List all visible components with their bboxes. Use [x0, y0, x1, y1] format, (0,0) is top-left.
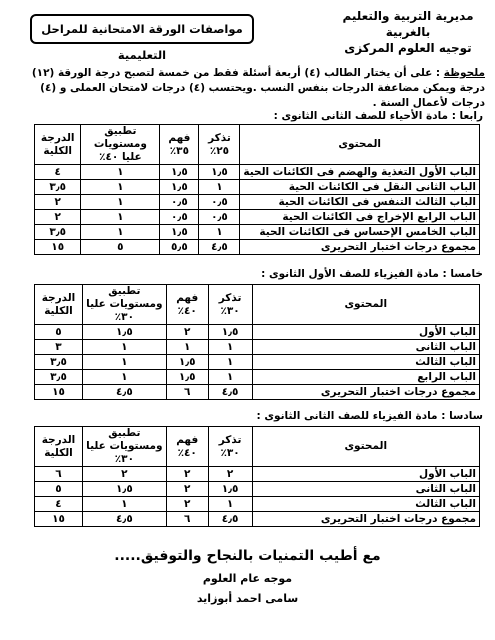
closing-wish: مع أطيب التمنيات بالنجاح والتوفيق.....	[114, 548, 381, 564]
header-understand: فهم ٤٠٪	[166, 427, 208, 467]
cell-understand: ٥٫٥	[160, 240, 199, 255]
cell-remember: ٢	[208, 467, 252, 482]
cell-content: الباب الثانى	[252, 482, 479, 497]
cell-apply: ١٫٥	[82, 325, 166, 340]
spec-table-physics-2	[34, 426, 480, 527]
cell-apply: ١	[82, 355, 166, 370]
cell-understand: ١٫٥	[166, 370, 208, 385]
table-row	[35, 370, 480, 385]
org-line-2: توجيه العلوم المركزى	[344, 41, 472, 55]
cell-content: مجموع درجات اختبار التحريرى	[240, 240, 480, 255]
header-total: الدرجة الكلية	[35, 125, 81, 165]
table-row	[35, 225, 480, 240]
header-total: الدرجة الكلية	[35, 285, 83, 325]
table-row	[35, 165, 480, 180]
cell-understand: ٠٫٥	[160, 195, 199, 210]
cell-remember: ١٫٥	[208, 482, 252, 497]
header-understand: فهم ٤٠٪	[166, 285, 208, 325]
cell-understand: ١٫٥	[160, 225, 199, 240]
header-content: المحتوى	[252, 285, 479, 325]
table-row	[35, 340, 480, 355]
table-row	[35, 210, 480, 225]
cell-understand: ٢	[166, 325, 208, 340]
table-total-row	[35, 240, 480, 255]
cell-understand: ٢	[166, 482, 208, 497]
table-row	[35, 195, 480, 210]
org-line-1: مديرية التربية والتعليم بالغربية	[342, 9, 474, 39]
cell-remember: ١٫٥	[199, 165, 240, 180]
cell-apply: ٢	[82, 467, 166, 482]
header-total: الدرجة الكلية	[35, 427, 83, 467]
table-row	[35, 325, 480, 340]
cell-content: الباب الثانى النقل فى الكائنات الحية	[240, 180, 480, 195]
cell-apply: ١	[81, 210, 160, 225]
cell-total: ٤	[35, 165, 81, 180]
cell-total: ٣٫٥	[35, 225, 81, 240]
cell-understand: ١٫٥	[166, 355, 208, 370]
cell-apply: ١	[82, 497, 166, 512]
table-row	[35, 467, 480, 482]
cell-understand: ٠٫٥	[160, 210, 199, 225]
cell-remember: ١	[199, 180, 240, 195]
header-remember: تذكر ٢٥٪	[199, 125, 240, 165]
cell-content: الباب الخامس الإحساس فى الكائنات الحية	[240, 225, 480, 240]
cell-content: الباب الثالث	[252, 355, 479, 370]
cell-apply: ٤٫٥	[82, 385, 166, 400]
cell-apply: ١	[81, 195, 160, 210]
header-apply: تطبيق ومستويات عليا ٣٠٪	[82, 427, 166, 467]
cell-remember: ٤٫٥	[199, 240, 240, 255]
cell-remember: ٤٫٥	[208, 385, 252, 400]
table-header-row	[35, 427, 480, 467]
cell-content: الباب الرابع	[252, 370, 479, 385]
cell-remember: ١	[208, 340, 252, 355]
cell-remember: ١	[208, 370, 252, 385]
cell-content: الباب الأول التغذية والهضم فى الكائنات الحية	[240, 165, 480, 180]
section-title-physics-1: خامسا : مادة الفيزياء للصف الأول الثانوى :	[261, 268, 483, 280]
cell-remember: ٠٫٥	[199, 210, 240, 225]
cell-total: ٣٫٥	[35, 370, 83, 385]
cell-content: مجموع درجات اختبار التحريرى	[252, 512, 479, 527]
header-apply: تطبيق ومستويات عليا ٣٠٪	[82, 285, 166, 325]
cell-understand: ٦	[166, 512, 208, 527]
table-total-row	[35, 512, 480, 527]
cell-content: الباب الأول	[252, 467, 479, 482]
header-apply: تطبيق ومستويات عليا ٤٠٪	[81, 125, 160, 165]
cell-apply: ١	[82, 340, 166, 355]
table-row	[35, 355, 480, 370]
cell-content: الباب الثانى	[252, 340, 479, 355]
spec-table-physics-1	[34, 284, 480, 400]
cell-understand: ١٫٥	[160, 165, 199, 180]
cell-content: الباب الأول	[252, 325, 479, 340]
table-total-row	[35, 385, 480, 400]
cell-total: ٦	[35, 467, 83, 482]
cell-understand: ٢	[166, 467, 208, 482]
cell-apply: ١	[81, 225, 160, 240]
cell-remember: ٤٫٥	[208, 512, 252, 527]
cell-understand: ٢	[166, 497, 208, 512]
cell-remember: ١	[208, 355, 252, 370]
cell-understand: ٦	[166, 385, 208, 400]
cell-total: ٢	[35, 210, 81, 225]
header-content: المحتوى	[252, 427, 479, 467]
document-title: مواصفات الورقة الامتحانية للمراحل التعليمية	[30, 14, 254, 44]
table-row	[35, 482, 480, 497]
cell-total: ١٥	[35, 240, 81, 255]
table-row	[35, 497, 480, 512]
cell-apply: ١	[81, 165, 160, 180]
table-header-row	[35, 285, 480, 325]
organization-header	[333, 8, 483, 56]
section-title-physics-2: سادسا : مادة الفيزياء للصف الثانى الثانوى :	[256, 410, 483, 422]
cell-remember: ١	[199, 225, 240, 240]
cell-total: ٥	[35, 325, 83, 340]
cell-total: ٣٫٥	[35, 355, 83, 370]
cell-total: ٥	[35, 482, 83, 497]
cell-remember: ٠٫٥	[199, 195, 240, 210]
cell-apply: ١٫٥	[82, 482, 166, 497]
cell-content: مجموع درجات اختبار التحريرى	[252, 385, 479, 400]
section-title-biology: رابعا : مادة الأحياء للصف الثانى الثانوى :	[273, 110, 483, 122]
signature-name: سامى احمد أبوزايد	[196, 592, 299, 605]
cell-remember: ١٫٥	[208, 325, 252, 340]
note-paragraph	[10, 66, 485, 111]
cell-content: الباب الثالث	[252, 497, 479, 512]
table-row	[35, 180, 480, 195]
cell-apply: ١	[82, 370, 166, 385]
header-understand: فهم ٣٥٪	[160, 125, 199, 165]
header-remember: تذكر ٣٠٪	[208, 285, 252, 325]
cell-apply: ٥	[81, 240, 160, 255]
cell-total: ٢	[35, 195, 81, 210]
header-remember: تذكر ٣٠٪	[208, 427, 252, 467]
cell-apply: ٤٫٥	[82, 512, 166, 527]
cell-apply: ١	[81, 180, 160, 195]
cell-content: الباب الرابع الإخراج فى الكائنات الحية	[240, 210, 480, 225]
note-label: ملحوظة	[443, 67, 485, 79]
header-content: المحتوى	[240, 125, 480, 165]
cell-understand: ١	[166, 340, 208, 355]
cell-understand: ١٫٥	[160, 180, 199, 195]
cell-total: ١٥	[35, 385, 83, 400]
table-header-row	[35, 125, 480, 165]
note-text: : على أن يختار الطالب (٤) أربعة أسئلة فقط من خمسة لتصبح درجة الورقة (١٢) درجة ويمكن مضاعفة الدرجات بنفس النسب .ويحتسب (٤) درجات لامتحان العملى و (٤) درجات لأعمال السنة .	[31, 67, 485, 109]
spec-table-biology	[34, 124, 480, 255]
signature-role: موجه عام العلوم	[202, 572, 293, 585]
cell-total: ٣	[35, 340, 83, 355]
cell-total: ٤	[35, 497, 83, 512]
cell-content: الباب الثالث التنفس فى الكائنات الحية	[240, 195, 480, 210]
cell-total: ١٥	[35, 512, 83, 527]
cell-total: ٣٫٥	[35, 180, 81, 195]
cell-remember: ١	[208, 497, 252, 512]
